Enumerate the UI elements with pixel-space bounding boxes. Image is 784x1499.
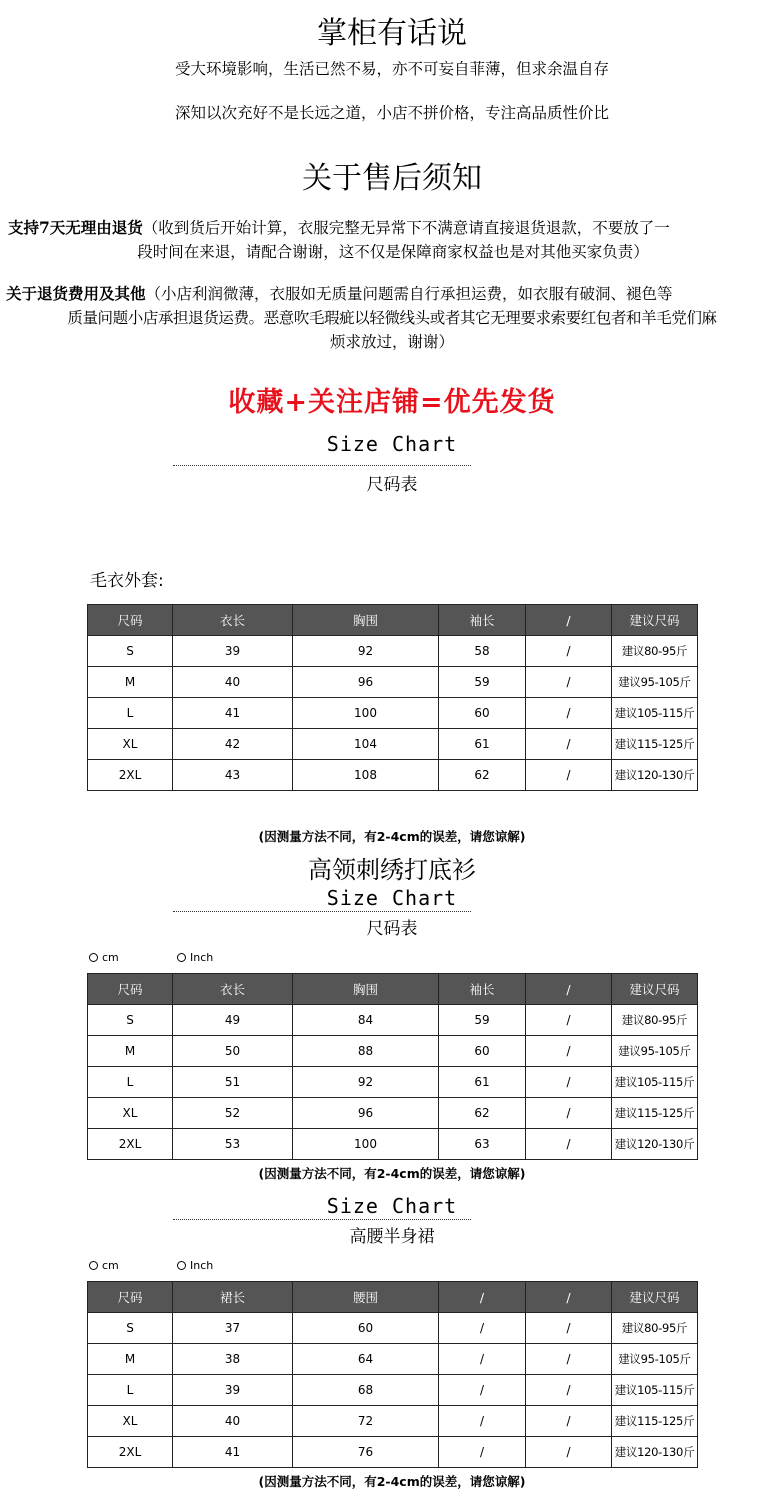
cell: 59	[439, 667, 526, 698]
cell: /	[526, 1344, 612, 1375]
radio-label: cm	[102, 1259, 119, 1272]
cell: /	[526, 1005, 612, 1036]
cell: 41	[173, 1437, 293, 1468]
cell: S	[88, 1005, 173, 1036]
cell: 37	[173, 1313, 293, 1344]
header-cell: 裙长	[173, 1282, 293, 1313]
cell: /	[526, 667, 612, 698]
header-cell: /	[526, 974, 612, 1005]
cell: 68	[293, 1375, 439, 1406]
cell: /	[526, 1098, 612, 1129]
cell: XL	[88, 1098, 173, 1129]
measurement-note-1: (因测量方法不同，有2-4cm的误差，请您谅解)	[258, 829, 526, 844]
cell: /	[439, 1313, 526, 1344]
radio-circle-icon	[177, 1261, 186, 1270]
shopkeeper-title: 掌柜有话说	[317, 16, 467, 51]
cell: 建议105-115斤	[612, 1375, 698, 1406]
radio-circle-icon	[177, 953, 186, 962]
cell: /	[439, 1375, 526, 1406]
size-table-skirt	[87, 1281, 698, 1468]
sweater-label: 毛衣外套:	[90, 571, 164, 591]
table-row	[88, 1406, 698, 1437]
header-cell: 袖长	[439, 974, 526, 1005]
cell: 50	[173, 1036, 293, 1067]
table-row	[88, 667, 698, 698]
table-header-row	[88, 605, 698, 636]
cell: /	[439, 1344, 526, 1375]
header-cell: 腰围	[293, 1282, 439, 1313]
unit-radio-inch[interactable]	[177, 951, 213, 964]
radio-circle-icon	[89, 1261, 98, 1270]
size-chart-subtitle-3: 高腰半身裙	[349, 1227, 435, 1247]
cell: 建议95-105斤	[612, 1036, 698, 1067]
header-cell: /	[526, 605, 612, 636]
cell: 60	[439, 1036, 526, 1067]
cell: 76	[293, 1437, 439, 1468]
cell: 43	[173, 760, 293, 791]
cell: 59	[439, 1005, 526, 1036]
table-row	[88, 1036, 698, 1067]
header-cell: /	[526, 1282, 612, 1313]
cell: /	[526, 698, 612, 729]
header-cell: 建议尺码	[612, 974, 698, 1005]
cell: 100	[293, 698, 439, 729]
cell: 40	[173, 667, 293, 698]
cell: 108	[293, 760, 439, 791]
cell: XL	[88, 729, 173, 760]
cell: 52	[173, 1098, 293, 1129]
cell: L	[88, 698, 173, 729]
divider-2	[173, 911, 471, 912]
cell: 61	[439, 1067, 526, 1098]
aftersale-paragraph-2	[6, 282, 778, 354]
cell: 39	[173, 636, 293, 667]
cell: 2XL	[88, 1437, 173, 1468]
cell: /	[526, 1437, 612, 1468]
cell: 58	[439, 636, 526, 667]
cell: S	[88, 636, 173, 667]
cell: 60	[293, 1313, 439, 1344]
cell: 建议95-105斤	[612, 1344, 698, 1375]
cell: 建议95-105斤	[612, 667, 698, 698]
cell: 64	[293, 1344, 439, 1375]
cell: 42	[173, 729, 293, 760]
table-row	[88, 1098, 698, 1129]
cell: /	[526, 1313, 612, 1344]
cell: 96	[293, 667, 439, 698]
cell: 建议115-125斤	[612, 1406, 698, 1437]
turtleneck-title: 高领刺绣打底衫	[308, 856, 476, 884]
cell: 建议105-115斤	[612, 1067, 698, 1098]
aftersale-p1-bold: 支持7天无理由退货	[8, 218, 143, 237]
cell: /	[526, 1067, 612, 1098]
table-row	[88, 1437, 698, 1468]
cell: /	[526, 760, 612, 791]
header-cell: 袖长	[439, 605, 526, 636]
header-cell: 尺码	[88, 974, 173, 1005]
size-table-turtleneck	[87, 973, 698, 1160]
divider-1	[173, 465, 471, 466]
cell: 建议105-115斤	[612, 698, 698, 729]
radio-label: cm	[102, 951, 119, 964]
cell: L	[88, 1375, 173, 1406]
cell: /	[526, 1129, 612, 1160]
cell: 62	[439, 1098, 526, 1129]
header-cell: 衣长	[173, 974, 293, 1005]
table-row	[88, 1005, 698, 1036]
table-row	[88, 1344, 698, 1375]
cell: 建议120-130斤	[612, 1129, 698, 1160]
cell: 49	[173, 1005, 293, 1036]
cell: L	[88, 1067, 173, 1098]
radio-label: Inch	[190, 1259, 214, 1272]
table-row	[88, 760, 698, 791]
aftersale-p2-line1: （小店利润微薄，衣服如无质量问题需自行承担运费，如衣服有破洞、褪色等	[145, 285, 673, 303]
promo-banner: 收藏+关注店铺=优先发货	[228, 387, 556, 418]
cell: 51	[173, 1067, 293, 1098]
cell: 建议115-125斤	[612, 1098, 698, 1129]
shopkeeper-line-2: 深知以次充好不是长远之道，小店不拼价格，专注高品质性价比	[174, 104, 609, 122]
header-cell: 胸围	[293, 974, 439, 1005]
cell: XL	[88, 1406, 173, 1437]
aftersale-p2-line2: 质量问题小店承担退货运费。恶意吹毛瑕疵以轻微线头或者其它无理要求索要红包者和羊毛党们麻	[67, 309, 717, 327]
table-row	[88, 636, 698, 667]
unit-radio-cm[interactable]	[89, 1259, 119, 1272]
cell: 38	[173, 1344, 293, 1375]
measurement-note-2: (因测量方法不同，有2-4cm的误差，请您谅解)	[258, 1166, 526, 1181]
shopkeeper-line-1: 受大环境影响，生活已然不易，亦不可妄自菲薄，但求余温自存	[174, 60, 609, 78]
size-chart-title-3: Size Chart	[326, 1194, 458, 1218]
cell: /	[526, 1406, 612, 1437]
cell: 62	[439, 760, 526, 791]
size-table-sweater	[87, 604, 698, 791]
size-chart-title-2: Size Chart	[326, 886, 458, 910]
cell: M	[88, 1344, 173, 1375]
divider-3	[173, 1219, 471, 1220]
header-cell: 胸围	[293, 605, 439, 636]
radio-circle-icon	[89, 953, 98, 962]
measurement-note-3: (因测量方法不同，有2-4cm的误差，请您谅解)	[258, 1474, 526, 1489]
radio-label: Inch	[190, 951, 214, 964]
cell: 88	[293, 1036, 439, 1067]
header-cell: 尺码	[88, 605, 173, 636]
aftersale-paragraph-1	[8, 216, 778, 264]
cell: 39	[173, 1375, 293, 1406]
cell: 41	[173, 698, 293, 729]
aftersale-title: 关于售后须知	[302, 161, 482, 196]
table-row	[88, 1313, 698, 1344]
cell: /	[526, 729, 612, 760]
aftersale-p2-line3: 烦求放过，谢谢）	[329, 333, 454, 351]
aftersale-p2-bold: 关于退货费用及其他	[6, 284, 146, 303]
cell: 建议120-130斤	[612, 760, 698, 791]
cell: 63	[439, 1129, 526, 1160]
table-header-row	[88, 1282, 698, 1313]
unit-radio-cm[interactable]	[89, 951, 119, 964]
cell: 104	[293, 729, 439, 760]
size-chart-subtitle-2: 尺码表	[366, 919, 418, 939]
cell: /	[439, 1437, 526, 1468]
cell: 2XL	[88, 1129, 173, 1160]
cell: 100	[293, 1129, 439, 1160]
header-cell: /	[439, 1282, 526, 1313]
cell: 2XL	[88, 760, 173, 791]
cell: 72	[293, 1406, 439, 1437]
cell: 92	[293, 636, 439, 667]
cell: 53	[173, 1129, 293, 1160]
cell: 建议115-125斤	[612, 729, 698, 760]
table-row	[88, 1129, 698, 1160]
cell: 建议80-95斤	[612, 1005, 698, 1036]
size-chart-subtitle-1: 尺码表	[366, 475, 418, 495]
cell: /	[439, 1406, 526, 1437]
cell: 96	[293, 1098, 439, 1129]
cell: 84	[293, 1005, 439, 1036]
table-row	[88, 729, 698, 760]
cell: /	[526, 1375, 612, 1406]
table-row	[88, 698, 698, 729]
cell: 92	[293, 1067, 439, 1098]
cell: 60	[439, 698, 526, 729]
cell: /	[526, 1036, 612, 1067]
header-cell: 建议尺码	[612, 1282, 698, 1313]
cell: /	[526, 636, 612, 667]
header-cell: 建议尺码	[612, 605, 698, 636]
size-chart-title-1: Size Chart	[326, 432, 458, 456]
header-cell: 尺码	[88, 1282, 173, 1313]
unit-radio-inch[interactable]	[177, 1259, 213, 1272]
cell: M	[88, 667, 173, 698]
cell: 建议80-95斤	[612, 636, 698, 667]
cell: 61	[439, 729, 526, 760]
cell: 建议80-95斤	[612, 1313, 698, 1344]
header-cell: 衣长	[173, 605, 293, 636]
aftersale-p1-line2: 段时间在来退，请配合谢谢，这不仅是保障商家权益也是对其他买家负责）	[137, 243, 649, 261]
cell: S	[88, 1313, 173, 1344]
cell: 40	[173, 1406, 293, 1437]
aftersale-p1-line1: （收到货后开始计算，衣服完整无异常下不满意请直接退货退款，不要放了一	[142, 219, 670, 237]
table-row	[88, 1375, 698, 1406]
cell: M	[88, 1036, 173, 1067]
table-row	[88, 1067, 698, 1098]
cell: 建议120-130斤	[612, 1437, 698, 1468]
table-header-row	[88, 974, 698, 1005]
